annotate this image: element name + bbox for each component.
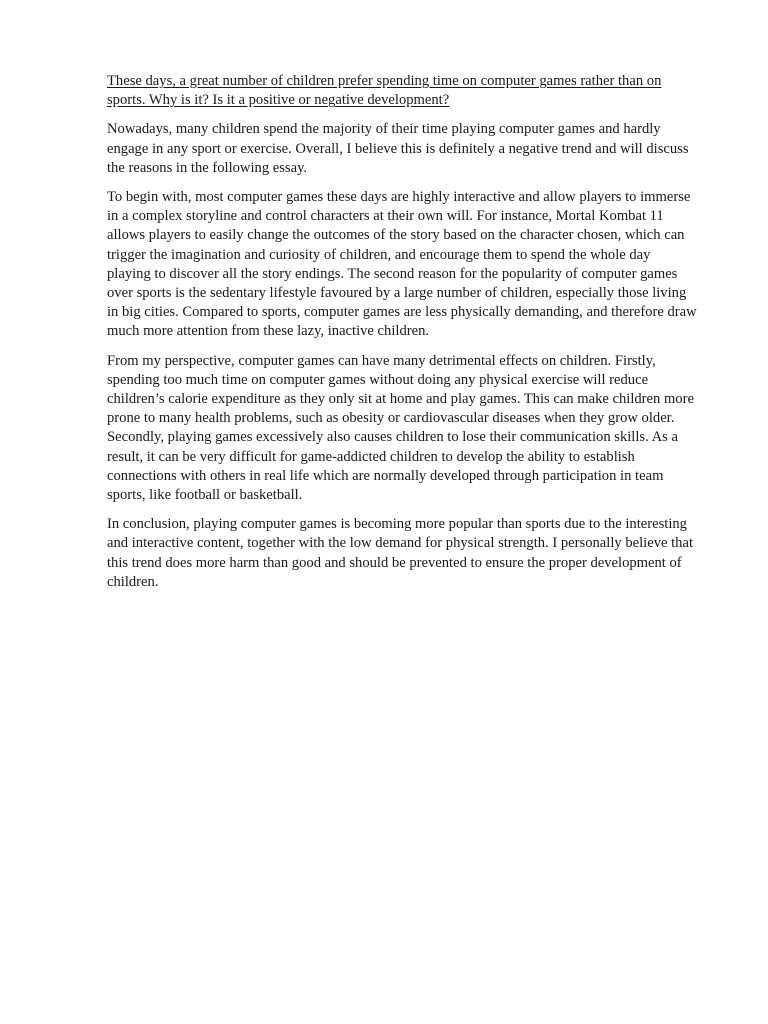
body-paragraph-reasons: To begin with, most computer games these days are highly interactive and allow players to immerse in a complex storyline and control characters at their own will. For instance, Mortal Kombat 11 allows players to easily change the outcomes of the story based on the character chosen, which can trigger the imagination and curiosity of children, and encourage them to spend the whole day playing to discover all the story endings. The second reason for the popularity of computer games over sports is the sedentary lifestyle favoured by a large number of children, especially those living in big cities. Compared to sports, computer games are less physically demanding, and therefore draw much more attention from these lazy, inactive children. xyxy=(107,189,697,340)
conclusion-paragraph: In conclusion, playing computer games is becoming more popular than sports due to the interesting and interactive content, together with the low demand for physical strength. I personally believe that this trend does more harm than good and should be prevented to ensure the proper development of children. xyxy=(107,516,693,590)
essay-body xyxy=(107,72,697,602)
essay-question: These days, a great number of children prefer spending time on computer games rather than on sports. Why is it? Is it a positive or negative development? xyxy=(107,73,662,109)
introduction-paragraph: Nowadays, many children spend the majority of their time playing computer games and hardly engage in any sport or exercise. Overall, I believe this is definitely a negative trend and will discuss the reasons in the following essay. xyxy=(107,121,689,176)
body-paragraph-effects: From my perspective, computer games can have many detrimental effects on children. Firstly, spending too much time on computer games without doing any physical exercise will reduce children’s calorie expenditure as they only sit at home and play games. This can make children more prone to many health problems, such as obesity or cardiovascular diseases when they grow older. Secondly, playing games excessively also causes children to lose their communication skills. As a result, it can be very difficult for game-addicted children to develop the ability to establish connections with others in real life which are normally developed through participation in team sports, like football or basketball. xyxy=(107,352,694,504)
